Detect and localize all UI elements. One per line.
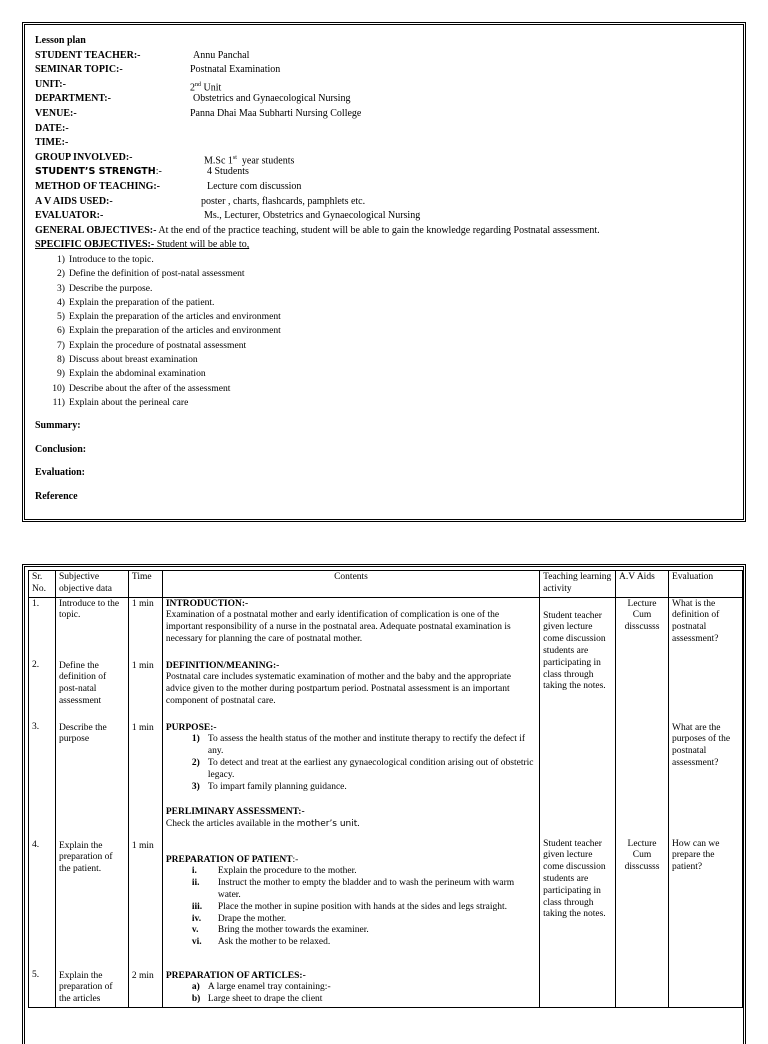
- list-item: [192, 782, 536, 794]
- header-evaluation: Evaluation: [669, 571, 743, 598]
- sr-3: 3.: [32, 722, 40, 733]
- list-text: Place the mother in supine position with hands at the sides and legs straight.: [217, 901, 508, 912]
- field-value-text: 4 Students: [207, 166, 249, 178]
- objective-text: Introduce to the topic.: [69, 253, 154, 265]
- field-value-superscript: st: [232, 154, 237, 161]
- list-text: Explain the procedure to the mother.: [217, 866, 357, 877]
- time-5: 2 min: [131, 970, 154, 981]
- list-text: Drape the mother.: [217, 913, 287, 924]
- list-marker: vi.: [191, 937, 202, 948]
- subj-4: Explain the preparation of the patient.: [58, 840, 113, 875]
- list-text: A large enamel tray containing:-: [207, 982, 331, 993]
- preliminary-text: [166, 819, 536, 831]
- patient-prep-heading: PREPARATION OF PATIENT: [165, 854, 293, 865]
- list-item: [35, 367, 737, 381]
- specific-objectives-text: Student will be able to,: [154, 239, 250, 251]
- list-item: [35, 282, 737, 296]
- field-row: [35, 122, 737, 137]
- list-marker: b): [191, 994, 201, 1005]
- cell-teaching: [540, 597, 616, 1007]
- list-marker: iii.: [191, 901, 203, 912]
- evaluation-heading: Evaluation:: [35, 467, 86, 479]
- header-sr-no: Sr. No.: [29, 571, 56, 598]
- reference-heading: Reference: [35, 490, 78, 502]
- objective-text: Explain the preparation of the articles and environment: [69, 311, 281, 323]
- purpose-list: [166, 734, 536, 793]
- content-patient-prep: [166, 841, 536, 971]
- list-text: Large sheet to drape the client: [207, 994, 323, 1005]
- field-row: [35, 49, 737, 64]
- field-value: [193, 49, 249, 64]
- subj-1: Introduce to the topic.: [58, 598, 120, 621]
- field-value-suffix: Unit: [201, 82, 222, 94]
- eval-3: What are the purposes of the postnatal assessment?: [672, 722, 731, 768]
- field-value: [207, 165, 249, 180]
- articles-heading: PREPARATION OF ARTICLES:-: [165, 970, 306, 981]
- sr-5: 5.: [32, 969, 40, 980]
- header-av-aids: A.V Aids: [616, 571, 669, 598]
- list-item: [35, 310, 737, 324]
- list-marker: ii.: [191, 878, 200, 889]
- field-label: UNIT:-: [35, 78, 66, 90]
- teaching-1: Student teacher given lecture come discussion students are participating in class through taking the notes.: [543, 610, 606, 692]
- field-row: [35, 151, 737, 166]
- objective-text: Explain the preparation of the patient.: [69, 296, 215, 308]
- field-row: [35, 209, 737, 224]
- preliminary-text-c: .: [357, 819, 360, 830]
- field-label: STUDENT’S STRENGTH: [35, 166, 156, 178]
- lesson-content-table: [28, 570, 743, 1008]
- objective-text: Explain the procedure of postnatal assessment: [69, 339, 247, 351]
- field-row: [35, 195, 737, 210]
- lesson-plan-title: Lesson plan: [35, 35, 86, 46]
- sr-1: 1.: [32, 598, 40, 609]
- list-item: [192, 982, 536, 994]
- list-marker: 2): [191, 757, 200, 768]
- patient-prep-heading-line: [166, 855, 536, 867]
- list-text: To impart family planning guidance.: [207, 781, 347, 792]
- preliminary-text-b: mother’s unit: [296, 819, 358, 830]
- preliminary-text-a: Check the articles available in the: [165, 819, 297, 830]
- list-item: [192, 937, 536, 949]
- av-4: Lecture Cum disscusss: [624, 838, 660, 873]
- objective-number: 10): [52, 382, 65, 394]
- list-item: [35, 267, 737, 281]
- objective-text: Discuss about breast examination: [69, 353, 198, 365]
- time-3: 1 min: [131, 722, 154, 733]
- field-label: VENUE:-: [35, 107, 77, 119]
- objective-text: Explain the preparation of the articles and environment: [69, 325, 281, 337]
- field-label: DEPARTMENT:-: [35, 93, 111, 105]
- lesson-plan-fields: [35, 49, 737, 224]
- objective-number: 3): [57, 282, 65, 294]
- content-introduction: [166, 599, 536, 661]
- eval-1: What is the definition of postnatal assessment?: [672, 598, 720, 644]
- list-text: Bring the mother towards the examiner.: [217, 925, 369, 936]
- objective-number: 4): [57, 296, 65, 308]
- cell-contents: [162, 597, 539, 1007]
- field-label: GROUP INVOLVED:-: [35, 151, 133, 163]
- list-item: [192, 866, 536, 878]
- patient-prep-heading-after: :-: [292, 854, 299, 865]
- content-articles: [166, 971, 536, 1006]
- field-value: [201, 195, 365, 210]
- list-item: [192, 925, 536, 937]
- summary-heading: Summary:: [35, 420, 81, 432]
- field-value-text: Annu Panchal: [193, 49, 250, 61]
- objective-text: Explain the abdominal examination: [69, 368, 206, 380]
- content-definition: [166, 661, 536, 723]
- teaching-4: Student teacher given lecture come discussion students are participating in class through taking the notes.: [543, 838, 606, 920]
- objective-number: 6): [57, 325, 65, 337]
- content-table-page: [22, 564, 746, 1044]
- general-objectives-label: GENERAL OBJECTIVES:-: [35, 224, 157, 236]
- field-row: [35, 180, 737, 195]
- field-value-text: Ms., Lecturer, Obstetrics and Gynaecological Nursing: [204, 210, 421, 222]
- objective-number: 5): [57, 311, 65, 323]
- field-row: [35, 136, 737, 151]
- header-teaching: Teaching learning activity: [540, 571, 616, 598]
- cell-evaluation: [669, 597, 743, 1007]
- field-value-suffix: year students: [236, 155, 295, 167]
- field-row: [35, 78, 737, 93]
- list-text: To assess the health status of the mother and institute therapy to rectify the defect if any.: [207, 734, 526, 757]
- list-item: [35, 396, 737, 410]
- objective-number: 2): [57, 268, 65, 280]
- list-marker: iv.: [191, 913, 202, 924]
- list-item: [35, 253, 737, 267]
- list-text: To detect and treat at the earliest any gynaecological condition arising out of obstetric legacy.: [207, 757, 534, 780]
- av-1: Lecture Cum disscusss: [624, 598, 660, 633]
- field-value-text: poster , charts, flashcards, pamphlets etc.: [201, 195, 366, 207]
- list-item: [35, 296, 737, 310]
- list-marker: v.: [191, 925, 199, 936]
- field-value-text: Panna Dhai Maa Subharti Nursing College: [190, 107, 362, 119]
- field-row: [35, 165, 737, 180]
- objective-text: Describe the purpose.: [69, 282, 153, 294]
- list-item: [192, 734, 536, 758]
- objective-text: Explain about the perineal care: [69, 396, 189, 408]
- objective-number: 7): [57, 339, 65, 351]
- general-objectives-text: At the end of the practice teaching, student will be able to gain the knowledge regarding Postnatal assessment.: [156, 224, 600, 236]
- subj-5: Explain the preparation of the articles: [58, 970, 113, 1005]
- header-contents: Contents: [162, 571, 539, 598]
- field-value: [204, 209, 420, 224]
- objective-text: Define the definition of post-natal assessment: [69, 268, 245, 280]
- list-item: [192, 902, 536, 914]
- field-value: [193, 92, 350, 107]
- general-objectives: [35, 224, 737, 239]
- list-item: [35, 324, 737, 338]
- field-label: DATE:-: [35, 122, 69, 134]
- introduction-heading: INTRODUCTION:-: [165, 598, 249, 609]
- definition-text: Postnatal care includes systematic examination of mother and the baby and the appropriate advice given to the mother during postpartum period. Postnatal assessment is an important component of postnatal care.: [165, 672, 511, 706]
- list-text: Instruct the mother to empty the bladder and to wash the perineum with warm water.: [217, 878, 515, 900]
- sr-2: 2.: [32, 660, 40, 671]
- table-header-row: [29, 571, 743, 598]
- sr-4: 4.: [32, 839, 40, 850]
- specific-objectives: [35, 238, 737, 253]
- field-value-text: Obstetrics and Gynaecological Nursing: [193, 93, 351, 105]
- field-value-text: Lecture com discussion: [207, 180, 302, 192]
- objective-text: Describe about the after of the assessment: [69, 382, 231, 394]
- list-marker: i.: [191, 866, 197, 877]
- definition-heading: DEFINITION/MEANING:-: [165, 660, 280, 671]
- list-item: [192, 914, 536, 926]
- subj-2: Define the definition of post-natal assessment: [58, 660, 107, 706]
- field-label: METHOD OF TEACHING:-: [35, 180, 161, 192]
- content-purpose: [166, 723, 536, 841]
- objective-number: 11): [52, 396, 65, 408]
- objectives-list: [35, 253, 737, 410]
- conclusion-heading: Conclusion:: [35, 443, 87, 455]
- field-label: TIME:-: [35, 137, 69, 149]
- field-label-suffix: :-: [155, 166, 162, 178]
- cell-time: [128, 597, 162, 1007]
- eval-4: How can we prepare the patient?: [672, 838, 720, 873]
- field-label: SEMINAR TOPIC:-: [35, 64, 123, 76]
- purpose-heading: PURPOSE:-: [165, 722, 217, 733]
- objective-number: 1): [57, 253, 65, 265]
- field-label: EVALUATOR:-: [35, 210, 104, 222]
- lesson-plan-content: [35, 34, 737, 505]
- lesson-plan-page: [22, 22, 746, 522]
- field-row: [35, 63, 737, 78]
- table-row: [29, 597, 743, 1007]
- list-item: [192, 994, 536, 1006]
- time-2: 1 min: [131, 660, 154, 671]
- field-value-text: M.Sc 1: [204, 155, 233, 167]
- list-item: [35, 339, 737, 353]
- field-value-text: 2: [190, 82, 195, 94]
- objective-number: 9): [57, 368, 65, 380]
- field-label: A V AIDS USED:-: [35, 195, 113, 207]
- subj-3: Describe the purpose: [58, 722, 107, 745]
- articles-list: [166, 982, 536, 1006]
- list-marker: 1): [191, 734, 200, 745]
- objective-number: 8): [57, 353, 65, 365]
- introduction-text: Examination of a postnatal mother and early identification of complication is one of the important responsibility of a nurse in the postnatal area. Adequate postnatal examination is necessary for planning the care of postnatal mother.: [165, 610, 511, 644]
- field-label: STUDENT TEACHER:-: [35, 49, 141, 61]
- list-item: [192, 758, 536, 782]
- list-item: [192, 878, 536, 902]
- field-row: [35, 92, 737, 107]
- field-value: [190, 63, 280, 78]
- field-row: [35, 107, 737, 122]
- preliminary-heading: PERLIMINARY ASSESSMENT:-: [165, 807, 305, 818]
- time-4: 1 min: [131, 840, 154, 851]
- field-value-text: Postnatal Examination: [190, 64, 281, 76]
- header-subjective: Subjective objective data: [55, 571, 128, 598]
- header-time: Time: [128, 571, 162, 598]
- patient-prep-list: [166, 866, 536, 949]
- field-value: [190, 107, 361, 122]
- specific-objectives-label: SPECIFIC OBJECTIVES:-: [35, 239, 155, 251]
- list-marker: 3): [191, 781, 200, 792]
- field-value: [207, 180, 301, 195]
- list-item: [35, 353, 737, 367]
- cell-av-aids: [616, 597, 669, 1007]
- list-item: [35, 382, 737, 396]
- field-value-superscript: nd: [195, 81, 201, 88]
- cell-subjective: [55, 597, 128, 1007]
- list-marker: a): [191, 982, 200, 993]
- list-text: Ask the mother to be relaxed.: [217, 937, 331, 948]
- time-1: 1 min: [131, 598, 154, 609]
- cell-sr: [29, 597, 56, 1007]
